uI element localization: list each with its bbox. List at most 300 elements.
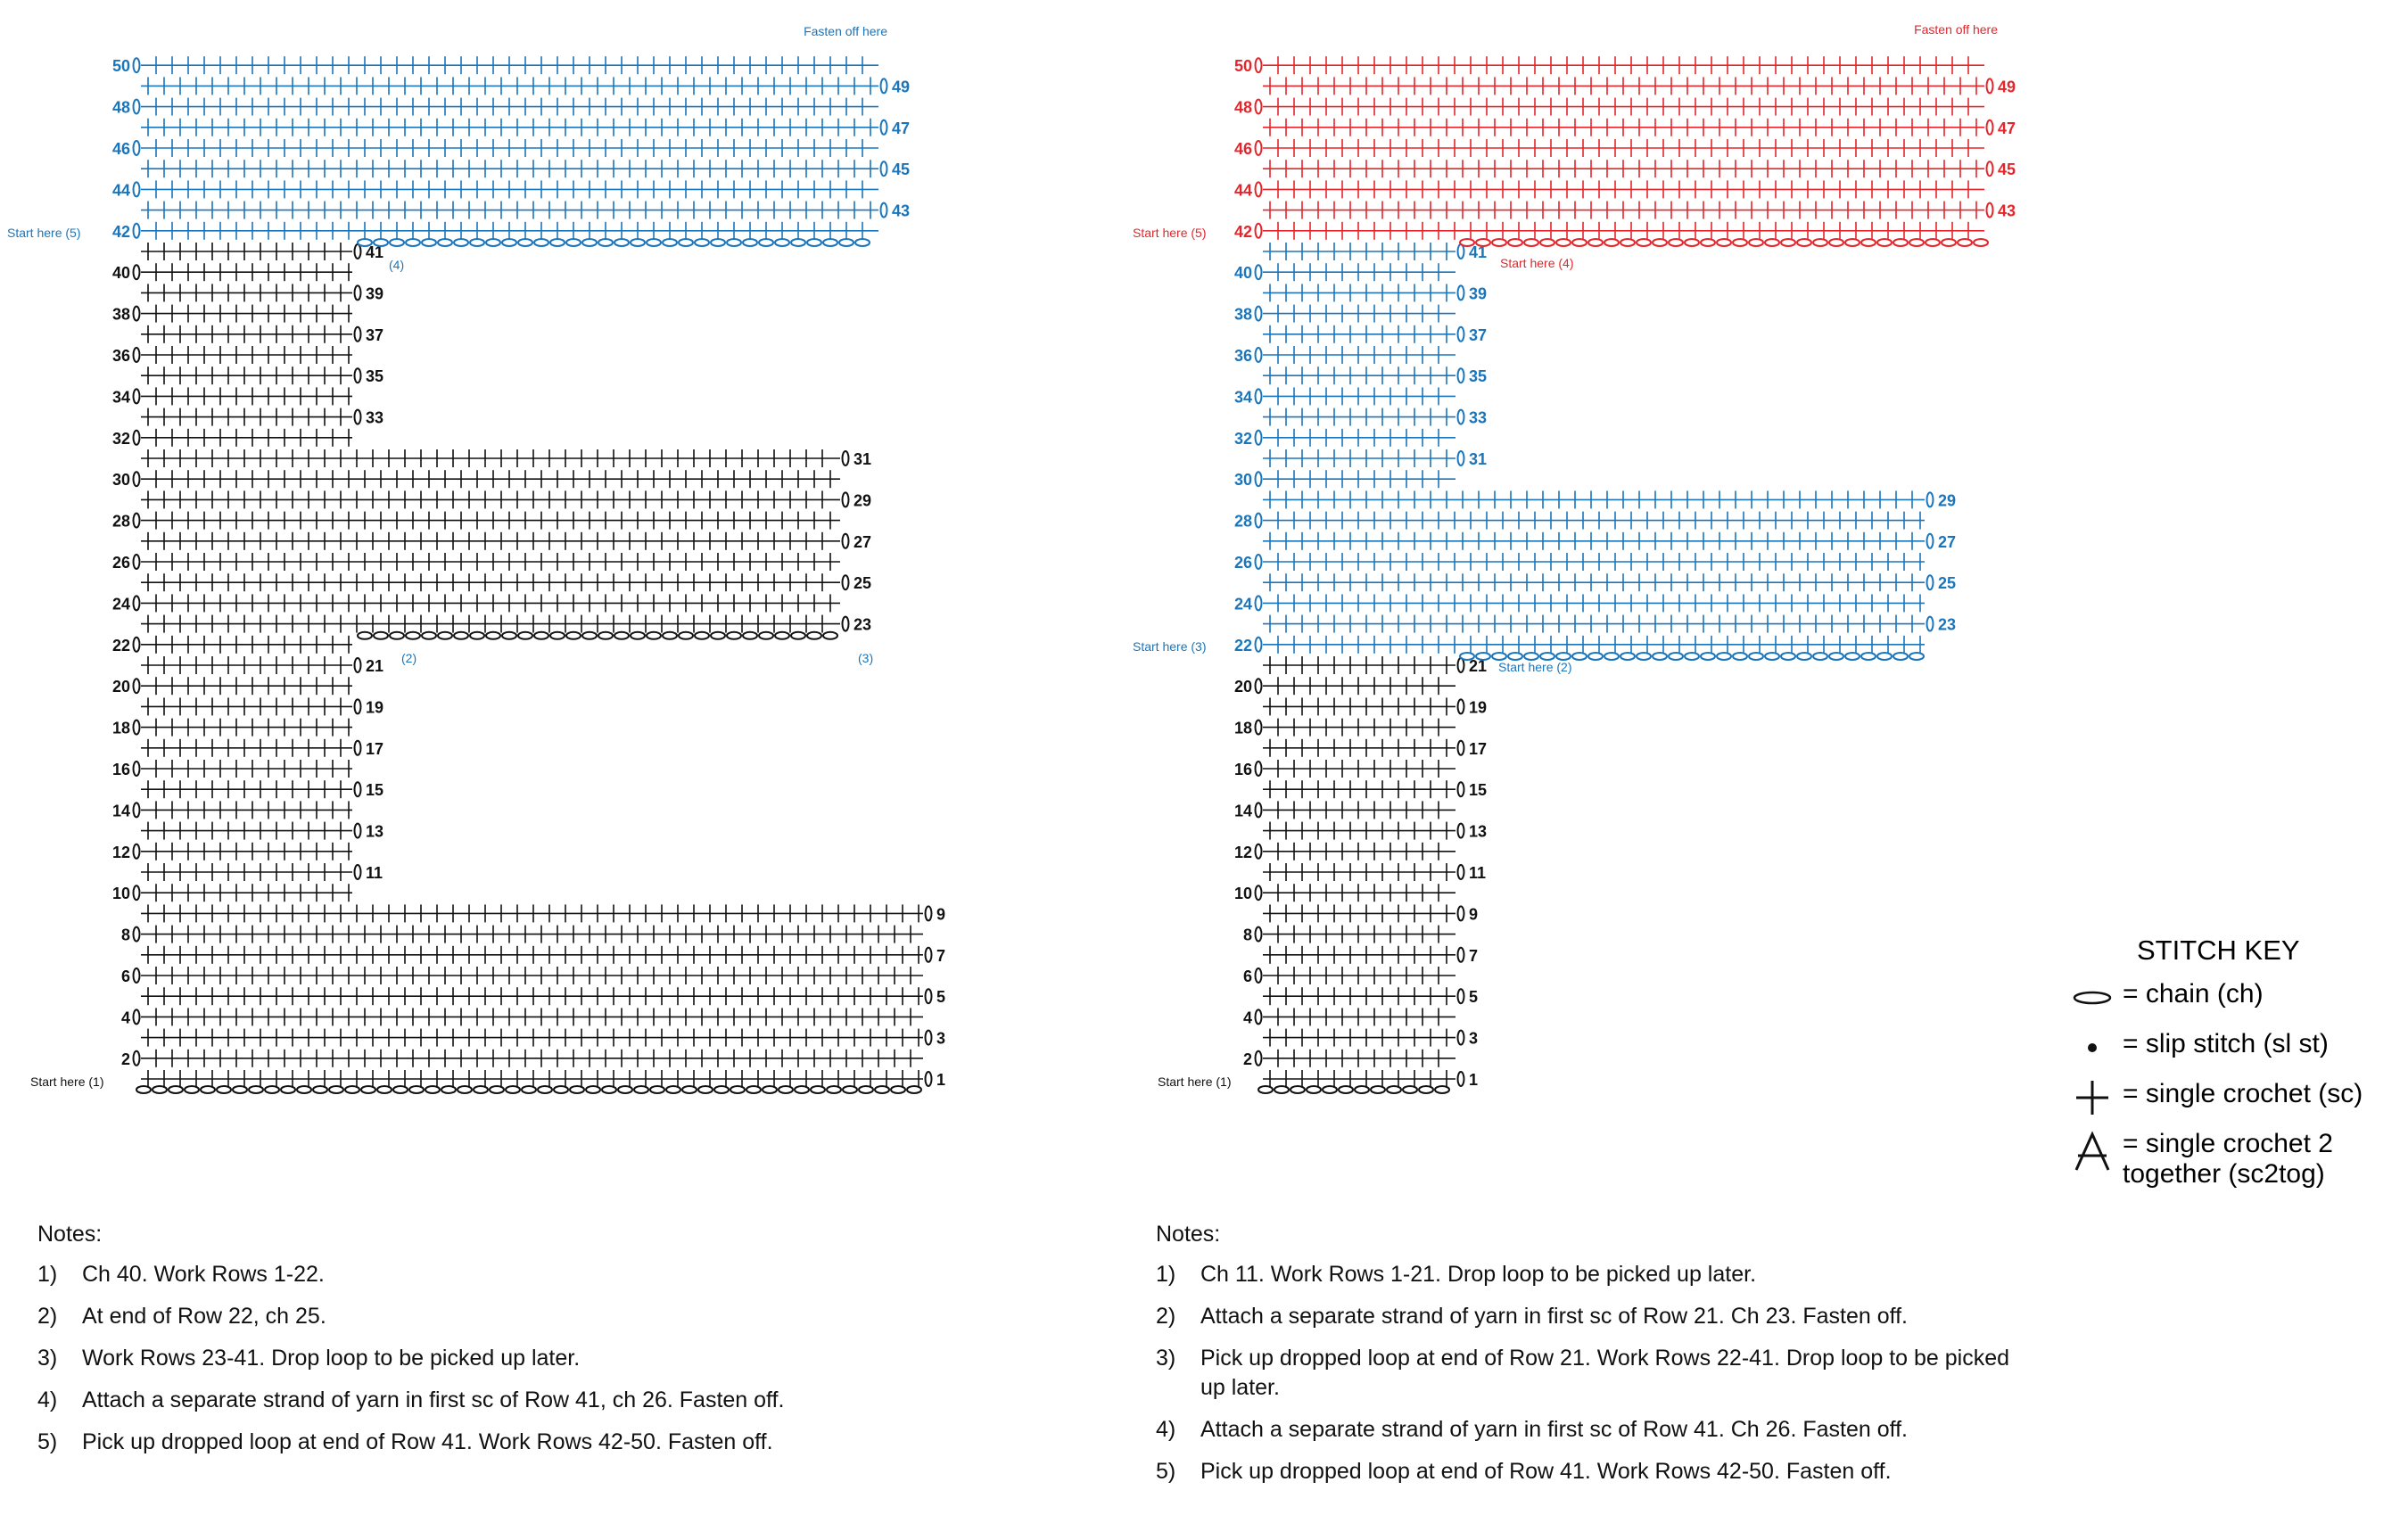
row-number: 33 [366,408,384,427]
row-number: 37 [366,325,384,344]
chain-stitch [647,239,661,246]
chain-stitch [390,632,404,639]
notes-left [37,1222,1018,1470]
start-label: Start here (3) [1133,638,1207,654]
chain-stitch [614,632,629,639]
chain-stitch [1540,239,1554,246]
note-item [37,1428,1018,1457]
row-number: 11 [1469,864,1487,882]
row-number: 16 [1233,761,1252,778]
row-number: 44 [1233,181,1252,200]
turning-chain [134,224,140,238]
note-text: Ch 11. Work Rows 1-21. Drop loop to be picked up later. [1200,1262,1757,1287]
row-number: 10 [111,885,130,903]
chain-stitch [1701,239,1715,246]
turning-chain [1458,368,1464,383]
chain-stitch [1765,653,1779,660]
row-number: 38 [1233,305,1252,324]
turning-chain [134,927,140,942]
chain-stitch [695,632,709,639]
stitch-key-label: = single crochet 2 together (sc2tog) [2123,1129,2333,1189]
turning-chain [1256,1009,1262,1024]
chain-stitch [1829,239,1843,246]
single-crochet-icon [2066,1079,2123,1116]
turning-chain [926,948,932,962]
turning-chain [1458,782,1464,796]
chain-stitch [374,632,388,639]
row-number: 10 [1233,885,1252,903]
chain-stitch [1845,239,1860,246]
chain-stitch [647,632,661,639]
chain-stitch [823,632,837,639]
turning-chain [1256,58,1262,72]
chain-stitch [1765,239,1779,246]
turning-chain [355,658,361,672]
chain-stitch [1877,653,1892,660]
turning-chain [1458,948,1464,962]
chain-stitch [1588,653,1603,660]
turning-chain [1256,844,1262,859]
turning-chain [1256,224,1262,238]
row-number: 27 [1938,532,1957,551]
turning-chain [843,492,849,506]
chain-stitch [839,239,854,246]
turning-chain [881,78,887,93]
row-number: 37 [1469,325,1488,344]
chain-stitch [1749,239,1763,246]
note-item [1156,1302,2030,1331]
notes-heading: Notes: [37,1222,103,1247]
note-item [1156,1260,2030,1289]
chain-stitch [775,632,789,639]
start-label: Start here (5) [1133,225,1207,240]
row-number: 39 [366,284,384,303]
turning-chain [1256,596,1262,610]
chain-stitch [486,632,500,639]
row-number: 47 [892,119,911,137]
turning-chain [134,720,140,735]
chain-stitch [438,239,452,246]
turning-chain [134,1009,140,1024]
chain-stitch [1637,653,1651,660]
turning-chain [1458,865,1464,879]
turning-chain [1987,78,1993,93]
row-number: 28 [111,512,130,531]
start-label: Start here (5) [7,225,81,240]
turning-chain [134,885,140,900]
chain-stitch [582,239,597,246]
row-number: 40 [111,264,130,283]
chain-stitch [1685,239,1699,246]
row-number: 32 [111,429,130,448]
note-number: 4) [37,1387,58,1412]
turning-chain [134,348,140,362]
chain-stitch [631,632,645,639]
turning-chain [134,1051,140,1066]
slip-stitch-icon [2066,1029,2123,1066]
row-number: 36 [111,347,130,365]
turning-chain [1256,389,1262,403]
chain-stitch [727,632,741,639]
row-number: 24 [1233,595,1252,613]
turning-chain [134,638,140,652]
chain-stitch [1909,653,1924,660]
fasten-off-label: Fasten off here [1914,22,1998,37]
chain-stitch [1653,239,1667,246]
turning-chain [1987,203,1993,218]
row-number: 14 [111,802,130,820]
chain-stitch [518,239,532,246]
note-item [37,1344,1018,1373]
row-number: 26 [111,554,130,572]
note-number: 3) [1156,1346,1176,1371]
row-number: 17 [1469,739,1488,758]
chain-stitch [1556,239,1571,246]
chain-stitch [1604,239,1619,246]
turning-chain [1256,803,1262,817]
row-number: 41 [366,243,384,261]
row-number: 39 [1469,284,1488,303]
chain-stitch [518,632,532,639]
row-number: 22 [111,636,130,655]
chain-stitch [1893,239,1908,246]
row-number: 35 [366,367,384,386]
row-number: 3 [1469,1029,1479,1048]
turning-chain [134,968,140,983]
chain-stitch [470,239,484,246]
chain-stitch [1669,653,1683,660]
chain-stitch [502,239,516,246]
turning-chain [355,244,361,259]
turning-chain [134,389,140,403]
turning-chain [1927,617,1934,631]
stitch-key-label: = single crochet (sc) [2123,1079,2363,1108]
chain-stitch [358,632,372,639]
turning-chain [1256,182,1262,196]
turning-chain [926,989,932,1003]
turning-chain [926,1072,932,1086]
stitch-key-item [2066,1129,2408,1190]
chain-stitch [1909,239,1924,246]
turning-chain [134,596,140,610]
turning-chain [134,100,140,114]
row-number: 25 [854,574,872,593]
chain-stitch [550,632,565,639]
start-label: Start here (1) [30,1074,104,1089]
stitch-key-item [2066,1029,2408,1066]
stitch-key-label: = chain (ch) [2123,979,2264,1009]
turning-chain [1256,762,1262,776]
chain-stitch [1508,653,1522,660]
row-number: 35 [1469,367,1488,386]
chain-stitch [1797,653,1811,660]
row-number: 46 [1233,140,1252,158]
turning-chain [1256,472,1262,486]
row-number: 42 [1233,222,1252,241]
note-text: Attach a separate strand of yarn in first sc of Row 41. Ch 26. Fasten off. [1200,1417,1908,1442]
row-number: 6 [1242,967,1252,985]
turning-chain [1927,575,1934,589]
turning-chain [881,120,887,135]
note-item [1156,1457,2030,1486]
row-number: 34 [1233,388,1252,407]
row-number: 33 [1469,408,1488,427]
row-number: 11 [366,864,383,882]
row-number: 9 [936,905,946,924]
note-text: Attach a separate strand of yarn in first sc of Row 21. Ch 23. Fasten off. [1200,1304,1908,1329]
row-number: 8 [120,926,130,944]
turning-chain [1256,265,1262,279]
chain-stitch [358,239,372,246]
turning-chain [1256,555,1262,569]
turning-chain [1256,720,1262,735]
turning-chain [134,265,140,279]
start-label: Start here (2) [1498,660,1572,674]
chain-stitch [438,632,452,639]
chain-stitch [1460,653,1474,660]
row-number: 17 [366,739,384,758]
chain-stitch [1508,239,1522,246]
chain-stitch [1733,239,1747,246]
row-number: 18 [111,719,130,737]
turning-chain [1256,1051,1262,1066]
chain-stitch [1572,653,1587,660]
row-number: 4 [1242,1009,1252,1027]
chain-stitch [759,632,773,639]
chain-stitch [1797,239,1811,246]
turning-chain [843,451,849,465]
chain-stitch [711,632,725,639]
row-number: 29 [854,491,872,510]
chain-stitch [1861,653,1876,660]
chain-stitch [759,239,773,246]
turning-chain [1458,244,1464,259]
turning-chain [134,58,140,72]
row-number: 21 [366,657,384,675]
row-number: 13 [366,822,384,841]
turning-chain [1458,906,1464,920]
turning-chain [1927,492,1934,506]
row-number: 30 [1233,471,1252,490]
chain-stitch [1926,239,1940,246]
chain-stitch [454,239,468,246]
chain-stitch [1701,653,1715,660]
row-number: 43 [892,202,911,220]
chain-stitch [598,632,613,639]
chain-stitch [1653,653,1667,660]
row-number: 23 [1938,615,1957,634]
row-number: 47 [1998,119,2016,137]
note-item [37,1386,1018,1415]
chain-stitch [1845,653,1860,660]
turning-chain [843,617,849,631]
row-number: 7 [936,946,946,965]
row-number: 29 [1938,491,1957,510]
turning-chain [1256,141,1262,155]
chain-stitch [1813,653,1827,660]
row-number: 13 [1469,822,1488,841]
row-number: 45 [1998,161,2016,179]
turning-chain [355,741,361,755]
turning-chain [355,368,361,383]
row-number: 12 [111,843,130,861]
step-label: (4) [389,258,405,272]
turning-chain [1927,534,1934,548]
turning-chain [1458,741,1464,755]
chain-stitch [823,239,837,246]
chain-stitch [1893,653,1908,660]
stitch-key-item [2066,1079,2408,1116]
chain-stitch [791,239,805,246]
row-number: 32 [1233,429,1252,448]
chain-stitch [1717,239,1731,246]
chain-stitch [663,239,677,246]
start-label: Start here (4) [1500,256,1574,270]
note-number: 5) [37,1429,58,1454]
row-number: 5 [936,988,946,1007]
turning-chain [355,327,361,342]
chain-stitch [486,239,500,246]
note-item [1156,1415,2030,1445]
turning-chain [134,679,140,693]
turning-chain [1256,431,1262,445]
turning-chain [1987,120,1993,135]
chain-stitch [1974,239,1988,246]
chain-stitch [1685,653,1699,660]
row-number: 28 [1233,512,1252,531]
turning-chain [1256,638,1262,652]
turning-chain [1458,1031,1464,1045]
chain-stitch [534,632,548,639]
chain-stitch [470,632,484,639]
chain-stitch [454,632,468,639]
chain-stitch [1877,239,1892,246]
turning-chain [134,555,140,569]
chain-icon [2066,979,2123,1017]
turning-chain [1458,1072,1464,1086]
row-number: 34 [111,388,130,407]
turning-chain [355,410,361,424]
row-number: 22 [1233,636,1252,655]
note-text: Pick up dropped loop at end of Row 41. Work Rows 42-50. Fasten off. [82,1429,773,1454]
chain-stitch [614,239,629,246]
chain-stitch [406,239,420,246]
turning-chain [134,431,140,445]
start-label: Start here (1) [1158,1074,1232,1089]
chain-stitch [1749,653,1763,660]
chain-stitch [1572,239,1587,246]
notes-right [1156,1222,2030,1499]
turning-chain [134,307,140,321]
chain-stitch [1524,239,1538,246]
note-number: 1) [37,1262,58,1287]
row-number: 23 [854,615,872,634]
note-number: 1) [1156,1262,1176,1287]
step-label: (3) [858,650,874,665]
row-number: 50 [111,57,130,76]
turning-chain [1458,327,1464,342]
chain-stitch [1669,239,1683,246]
chain-stitch [1733,653,1747,660]
row-number: 1 [1469,1071,1479,1089]
chain-stitch [807,239,821,246]
row-number: 49 [1998,78,2016,96]
row-number: 40 [1233,264,1252,283]
chain-stitch [390,239,404,246]
chain-stitch [743,632,757,639]
row-number: 25 [1938,574,1957,593]
chain-stitch [566,239,581,246]
chain-stitch [743,239,757,246]
chain-stitch [1540,653,1554,660]
turning-chain [1256,348,1262,362]
notes-heading: Notes: [1156,1222,1221,1247]
chain-stitch [631,239,645,246]
row-number: 44 [111,181,130,200]
fasten-off-label: Fasten off here [804,24,887,38]
turning-chain [355,699,361,713]
row-number: 6 [120,967,130,985]
chain-stitch [1524,653,1538,660]
turning-chain [134,182,140,196]
row-number: 48 [1233,98,1252,117]
turning-chain [1256,100,1262,114]
row-number: 31 [1469,450,1488,468]
row-number: 27 [854,532,872,551]
chain-stitch [1492,239,1506,246]
chain-stitch [1620,239,1635,246]
row-number: 46 [111,140,130,158]
row-number: 15 [1469,781,1488,800]
chain-stitch [695,239,709,246]
row-number: 43 [1998,202,2016,220]
chain-stitch [1781,239,1795,246]
row-number: 12 [1233,843,1252,861]
note-number: 2) [1156,1304,1176,1329]
turning-chain [1458,989,1464,1003]
chain-stitch [1942,239,1956,246]
turning-chain [1256,679,1262,693]
row-number: 36 [1233,347,1252,365]
row-number: 20 [111,678,130,696]
chain-stitch [1460,239,1474,246]
chain-stitch [406,632,420,639]
chain-stitch [598,239,613,246]
note-item [37,1302,1018,1331]
chain-stitch [1861,239,1876,246]
turning-chain [1987,161,1993,176]
row-number: 15 [366,781,384,800]
chain-stitch [775,239,789,246]
note-text: Ch 40. Work Rows 1-22. [82,1262,325,1287]
row-number: 2 [120,1050,130,1068]
chain-stitch [1556,653,1571,660]
chain-stitch [679,632,693,639]
chain-stitch [422,632,436,639]
chain-stitch [1958,239,1972,246]
chain-stitch [663,632,677,639]
row-number: 45 [892,161,911,179]
chain-stitch [502,632,516,639]
chain-stitch [550,239,565,246]
row-number: 19 [1469,698,1488,717]
chain-stitch [422,239,436,246]
turning-chain [1458,410,1464,424]
turning-chain [1256,968,1262,983]
turning-chain [134,141,140,155]
sc2tog-icon [2066,1129,2123,1166]
note-number: 2) [37,1304,58,1329]
